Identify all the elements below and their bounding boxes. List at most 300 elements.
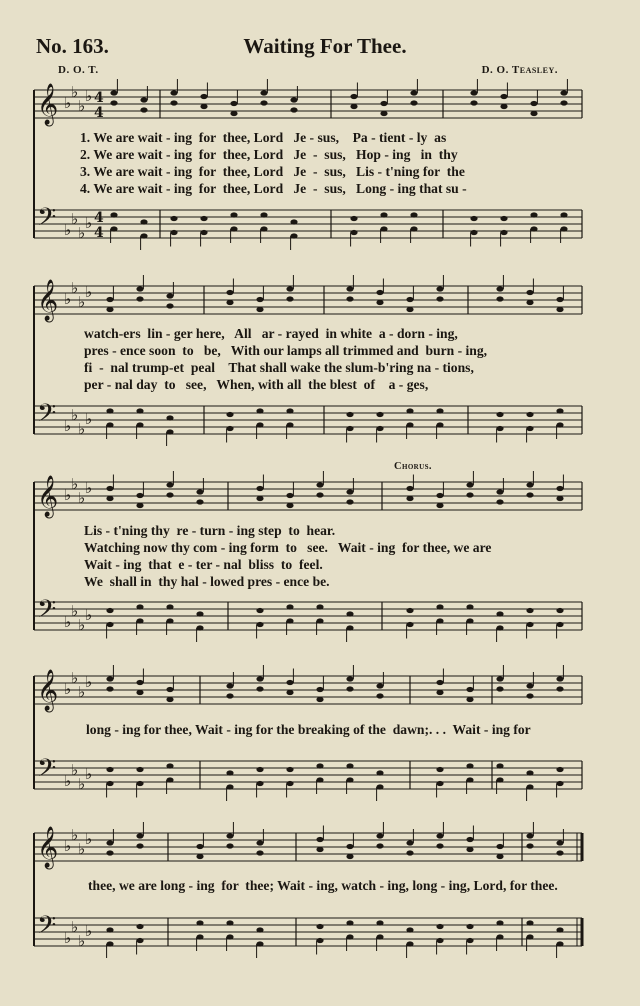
notehead <box>500 230 507 235</box>
notehead <box>436 680 443 685</box>
notehead <box>530 101 537 106</box>
lyric-line: 3. We are wait - ing for thee, Lord Je - sus, Lis - t'ning for the <box>80 164 465 179</box>
notehead <box>346 686 353 691</box>
lyric-line: Wait - ing that e - ter - nal bliss to feel. <box>84 557 323 572</box>
treble-clef: 𝄞 <box>37 476 59 517</box>
notehead <box>496 854 503 859</box>
notehead <box>470 100 477 105</box>
notehead <box>260 90 267 95</box>
notehead <box>556 686 563 691</box>
notehead <box>526 300 533 305</box>
notehead <box>376 770 383 775</box>
lyric-line: long - ing for thee, Wait - ing for the breaking of the dawn;. . . Wait - ing for <box>86 722 531 737</box>
lyric-line: pres - ence soon to be, With our lamps all trimmed and burn - ing, <box>84 343 488 358</box>
flat-sign: ♭ <box>78 224 86 242</box>
notehead <box>256 608 263 613</box>
flat-sign: ♭ <box>64 290 72 308</box>
flat-sign: ♭ <box>64 837 72 855</box>
notehead <box>526 920 533 925</box>
notehead <box>526 693 533 698</box>
notehead <box>350 216 357 221</box>
notehead <box>560 226 567 231</box>
notehead <box>496 777 503 782</box>
notehead <box>406 408 413 413</box>
lyric-line: Lis - t'ning thy re - turn - ing step to hear. <box>84 523 336 538</box>
notehead <box>316 847 323 852</box>
notehead <box>496 934 503 939</box>
notehead <box>286 503 293 508</box>
flat-sign: ♭ <box>64 221 72 239</box>
notehead <box>410 226 417 231</box>
notehead <box>560 212 567 217</box>
notehead <box>166 687 173 692</box>
notehead <box>496 286 503 291</box>
notehead <box>226 770 233 775</box>
notehead <box>226 934 233 939</box>
notehead <box>526 412 533 417</box>
notehead <box>466 837 473 842</box>
notehead <box>406 496 413 501</box>
notehead <box>256 941 263 946</box>
notehead <box>346 611 353 616</box>
notehead <box>470 90 477 95</box>
notehead <box>316 604 323 609</box>
notehead <box>136 296 143 301</box>
notehead <box>496 676 503 681</box>
notehead <box>346 777 353 782</box>
notehead <box>196 625 203 630</box>
notehead <box>346 854 353 859</box>
notehead <box>136 286 143 291</box>
notehead <box>406 850 413 855</box>
notehead <box>376 693 383 698</box>
notehead <box>256 686 263 691</box>
notehead <box>290 97 297 102</box>
notehead <box>526 622 533 627</box>
notehead <box>226 843 233 848</box>
notehead <box>496 412 503 417</box>
flat-sign: ♭ <box>71 279 79 297</box>
flat-sign: ♭ <box>85 830 93 848</box>
notehead <box>376 934 383 939</box>
notehead <box>466 492 473 497</box>
lyric-line: 4. We are wait - ing for thee, Lord Je - sus, Long - ing that su - <box>80 181 467 196</box>
notehead <box>106 676 113 681</box>
notehead <box>140 107 147 112</box>
notehead <box>286 618 293 623</box>
notehead <box>346 426 353 431</box>
notehead <box>256 486 263 491</box>
notehead <box>466 687 473 692</box>
music-credit: D. O. Teasley. <box>481 64 558 76</box>
notehead <box>106 850 113 855</box>
notehead <box>106 408 113 413</box>
notehead <box>140 219 147 224</box>
notehead <box>526 608 533 613</box>
notehead <box>496 426 503 431</box>
notehead <box>496 499 503 504</box>
notehead <box>380 111 387 116</box>
notehead <box>166 618 173 623</box>
notehead <box>196 611 203 616</box>
notehead <box>196 499 203 504</box>
notehead <box>106 927 113 932</box>
notehead <box>136 503 143 508</box>
notehead <box>226 920 233 925</box>
notehead <box>380 212 387 217</box>
notehead <box>556 496 563 501</box>
notehead <box>496 763 503 768</box>
notehead <box>556 422 563 427</box>
notehead <box>196 489 203 494</box>
notehead <box>496 296 503 301</box>
notehead <box>166 604 173 609</box>
notehead <box>410 100 417 105</box>
notehead <box>200 94 207 99</box>
notehead <box>406 297 413 302</box>
notehead <box>376 683 383 688</box>
notehead <box>436 408 443 413</box>
notehead <box>286 493 293 498</box>
notehead <box>436 924 443 929</box>
notehead <box>136 833 143 838</box>
notehead <box>106 840 113 845</box>
notehead <box>316 938 323 943</box>
notehead <box>556 781 563 786</box>
notehead <box>226 412 233 417</box>
notehead <box>286 680 293 685</box>
notehead <box>376 833 383 838</box>
notehead <box>436 286 443 291</box>
notehead <box>556 767 563 772</box>
notehead <box>106 941 113 946</box>
notehead <box>496 611 503 616</box>
flat-sign: ♭ <box>71 761 79 779</box>
notehead <box>346 625 353 630</box>
notehead <box>200 230 207 235</box>
notehead <box>436 503 443 508</box>
notehead <box>526 482 533 487</box>
notehead <box>436 618 443 623</box>
flat-sign: ♭ <box>71 602 79 620</box>
notehead <box>196 920 203 925</box>
notehead <box>256 927 263 932</box>
notehead <box>106 422 113 427</box>
notehead <box>290 233 297 238</box>
notehead <box>166 303 173 308</box>
notehead <box>256 307 263 312</box>
flat-sign: ♭ <box>78 420 86 438</box>
notehead <box>346 489 353 494</box>
bass-clef: 𝄢 <box>37 399 57 434</box>
notehead <box>106 297 113 302</box>
notehead <box>230 101 237 106</box>
flat-sign: ♭ <box>64 486 72 504</box>
notehead <box>230 226 237 231</box>
notehead <box>286 408 293 413</box>
notehead <box>406 608 413 613</box>
lyric-line: 1. We are wait - ing for thee, Lord Je - sus, Pa - tient - ly as <box>80 130 447 145</box>
flat-sign: ♭ <box>71 918 79 936</box>
notehead <box>376 920 383 925</box>
notehead <box>406 422 413 427</box>
notehead <box>136 493 143 498</box>
treble-clef: 𝄞 <box>37 670 59 711</box>
lyric-line: watch-ers lin - ger here, All ar - rayed in white a - dorn - ing, <box>84 326 458 341</box>
notehead <box>316 482 323 487</box>
notehead <box>166 763 173 768</box>
words-credit: D. O. T. <box>58 64 99 76</box>
flat-sign: ♭ <box>64 417 72 435</box>
flat-sign: ♭ <box>78 293 86 311</box>
notehead <box>526 492 533 497</box>
flat-sign: ♭ <box>78 683 86 701</box>
flat-sign: ♭ <box>71 406 79 424</box>
lyric-line: 2. We are wait - ing for thee, Lord Je - sus, Hop - ing in thy <box>80 147 458 162</box>
notehead <box>256 781 263 786</box>
notehead <box>346 934 353 939</box>
notehead <box>106 686 113 691</box>
notehead <box>110 100 117 105</box>
notehead <box>226 784 233 789</box>
notehead <box>106 767 113 772</box>
hymn-title: Waiting For Thee. <box>243 34 407 58</box>
notehead <box>260 100 267 105</box>
lyric-line: per - nal day to see, When, with all the blest of a - ges, <box>84 377 429 392</box>
notehead <box>166 777 173 782</box>
flat-sign: ♭ <box>71 669 79 687</box>
notehead <box>560 100 567 105</box>
notehead <box>496 625 503 630</box>
lyric-line: Watching now thy com - ing form to see. Wait - ing for thee, we are <box>84 540 492 555</box>
notehead <box>346 499 353 504</box>
notehead <box>436 604 443 609</box>
notehead <box>260 212 267 217</box>
flat-sign: ♭ <box>85 410 93 428</box>
notehead <box>380 101 387 106</box>
notehead <box>496 920 503 925</box>
notehead <box>526 290 533 295</box>
notehead <box>406 486 413 491</box>
notehead <box>436 938 443 943</box>
notehead <box>556 307 563 312</box>
notehead <box>526 683 533 688</box>
flat-sign: ♭ <box>85 606 93 624</box>
flat-sign: ♭ <box>71 83 79 101</box>
flat-sign: ♭ <box>64 680 72 698</box>
notehead <box>376 784 383 789</box>
notehead <box>196 934 203 939</box>
notehead <box>136 408 143 413</box>
notehead <box>136 422 143 427</box>
notehead <box>406 927 413 932</box>
notehead <box>226 683 233 688</box>
notehead <box>346 763 353 768</box>
notehead <box>316 837 323 842</box>
notehead <box>226 300 233 305</box>
notehead <box>166 697 173 702</box>
notehead <box>470 230 477 235</box>
flat-sign: ♭ <box>71 475 79 493</box>
flat-sign: ♭ <box>78 616 86 634</box>
notehead <box>346 296 353 301</box>
notehead <box>466 482 473 487</box>
notehead <box>316 492 323 497</box>
notehead <box>346 412 353 417</box>
notehead <box>106 608 113 613</box>
notehead <box>436 296 443 301</box>
flat-sign: ♭ <box>78 489 86 507</box>
notehead <box>200 216 207 221</box>
notehead <box>226 833 233 838</box>
notehead <box>286 781 293 786</box>
lyric-line: thee, we are long - ing for thee; Wait - ing, watch - ing, long - ing, Lord, for thee. <box>88 878 558 893</box>
notehead <box>556 840 563 845</box>
notehead <box>436 690 443 695</box>
notehead <box>560 90 567 95</box>
notehead <box>170 230 177 235</box>
notehead <box>466 924 473 929</box>
flat-sign: ♭ <box>85 283 93 301</box>
notehead <box>350 230 357 235</box>
notehead <box>316 618 323 623</box>
notehead <box>556 486 563 491</box>
notehead <box>316 697 323 702</box>
notehead <box>496 844 503 849</box>
flat-sign: ♭ <box>64 772 72 790</box>
time-signature-bottom: 4 <box>94 105 104 121</box>
notehead <box>376 290 383 295</box>
flat-sign: ♭ <box>64 94 72 112</box>
notehead <box>346 286 353 291</box>
notehead <box>256 767 263 772</box>
notehead <box>110 90 117 95</box>
notehead <box>230 212 237 217</box>
notehead <box>376 843 383 848</box>
flat-sign: ♭ <box>71 826 79 844</box>
flat-sign: ♭ <box>85 673 93 691</box>
notehead <box>196 854 203 859</box>
notehead <box>136 938 143 943</box>
notehead <box>350 104 357 109</box>
notehead <box>466 847 473 852</box>
notehead <box>286 767 293 772</box>
flat-sign: ♭ <box>78 840 86 858</box>
notehead <box>526 934 533 939</box>
notehead <box>170 90 177 95</box>
notehead <box>226 290 233 295</box>
notehead <box>136 924 143 929</box>
notehead <box>346 920 353 925</box>
flat-sign: ♭ <box>78 932 86 950</box>
notehead <box>436 422 443 427</box>
notehead <box>230 111 237 116</box>
notehead <box>106 486 113 491</box>
notehead <box>406 622 413 627</box>
notehead <box>466 697 473 702</box>
notehead <box>110 226 117 231</box>
notehead <box>196 844 203 849</box>
notehead <box>136 604 143 609</box>
notehead <box>170 216 177 221</box>
notehead <box>466 777 473 782</box>
treble-clef: 𝄞 <box>37 280 59 321</box>
notehead <box>170 100 177 105</box>
notehead <box>260 226 267 231</box>
notehead <box>466 604 473 609</box>
notehead <box>406 941 413 946</box>
notehead <box>556 941 563 946</box>
notehead <box>346 844 353 849</box>
notehead <box>556 850 563 855</box>
notehead <box>376 412 383 417</box>
bass-clef: 𝄢 <box>37 595 57 630</box>
notehead <box>406 307 413 312</box>
notehead <box>256 676 263 681</box>
flat-sign: ♭ <box>85 765 93 783</box>
notehead <box>496 489 503 494</box>
flat-sign: ♭ <box>78 97 86 115</box>
notehead <box>436 843 443 848</box>
notehead <box>226 426 233 431</box>
notehead <box>316 924 323 929</box>
notehead <box>466 618 473 623</box>
notehead <box>256 297 263 302</box>
notehead <box>286 296 293 301</box>
notehead <box>530 111 537 116</box>
flat-sign: ♭ <box>85 214 93 232</box>
notehead <box>256 840 263 845</box>
notehead <box>136 680 143 685</box>
notehead <box>500 216 507 221</box>
bass-clef: 𝄢 <box>37 911 57 946</box>
notehead <box>526 426 533 431</box>
notehead <box>376 300 383 305</box>
notehead <box>526 770 533 775</box>
notehead <box>316 687 323 692</box>
flat-sign: ♭ <box>85 922 93 940</box>
notehead <box>436 781 443 786</box>
notehead <box>200 104 207 109</box>
notehead <box>410 90 417 95</box>
notehead <box>256 496 263 501</box>
notehead <box>526 843 533 848</box>
treble-clef: 𝄞 <box>37 84 59 125</box>
chorus-label: Chorus. <box>394 461 432 472</box>
notehead <box>226 693 233 698</box>
notehead <box>466 763 473 768</box>
notehead <box>290 219 297 224</box>
notehead <box>136 690 143 695</box>
notehead <box>436 833 443 838</box>
notehead <box>500 94 507 99</box>
treble-clef: 𝄞 <box>37 827 59 868</box>
lyric-line: fi - nal trump-et peal That shall wake the slum-b'ring na - tions, <box>84 360 474 375</box>
notehead <box>166 293 173 298</box>
flat-sign: ♭ <box>78 775 86 793</box>
notehead <box>256 850 263 855</box>
notehead <box>136 618 143 623</box>
notehead <box>286 286 293 291</box>
notehead <box>466 938 473 943</box>
notehead <box>436 493 443 498</box>
hymn-number: No. 163. <box>36 34 109 58</box>
notehead <box>346 676 353 681</box>
notehead <box>470 216 477 221</box>
notehead <box>106 781 113 786</box>
notehead <box>166 415 173 420</box>
notehead <box>350 94 357 99</box>
